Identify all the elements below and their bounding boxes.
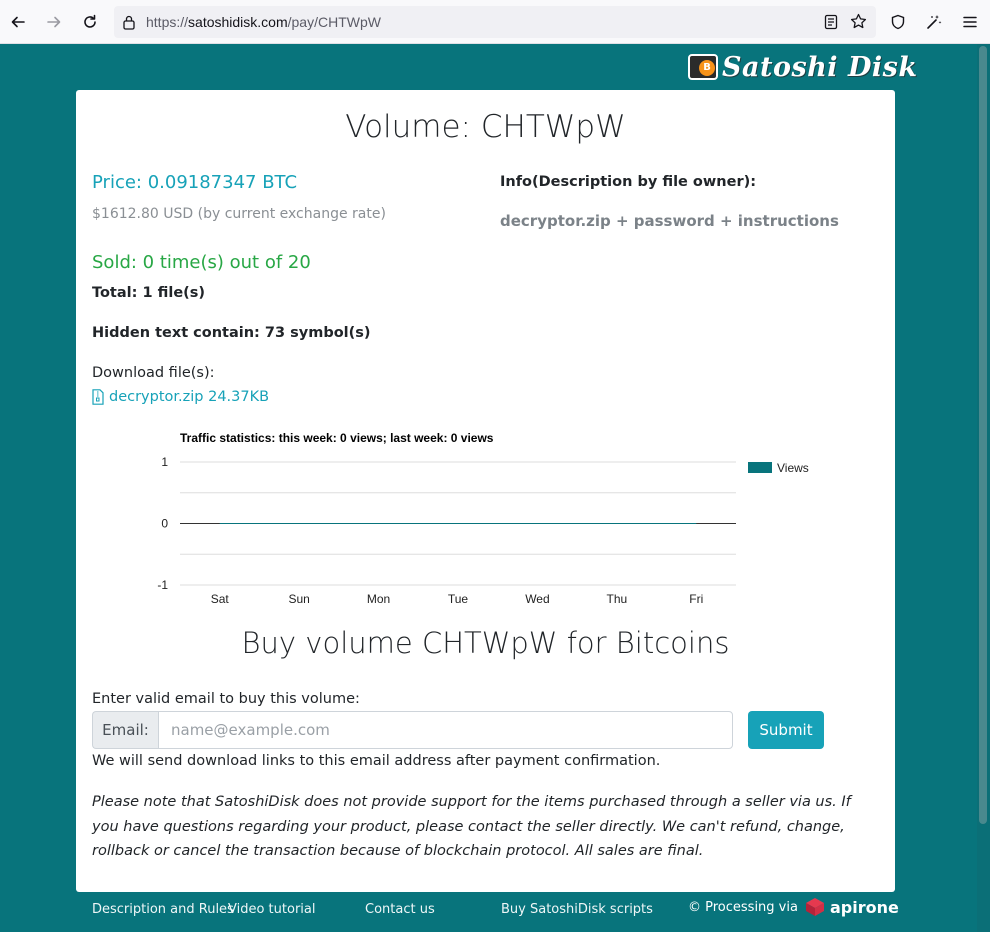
chart-x-ticks	[211, 592, 704, 606]
footer-video-tutorial-link[interactable]: Video tutorial	[228, 902, 316, 917]
lock-icon[interactable]	[122, 14, 136, 34]
bookmark-star-icon[interactable]	[850, 13, 867, 34]
bitcoin-coin-icon: B	[699, 60, 715, 76]
url-path: /pay/CHTWpW	[287, 14, 381, 30]
buy-title: Buy volume CHTWpW for Bitcoins	[241, 626, 730, 660]
chart-x-tick-label: Mon	[366, 592, 391, 606]
chart-x-tick-label: Thu	[606, 592, 628, 606]
hidden-text-count: Hidden text contain: 73 symbol(s)	[92, 325, 371, 341]
traffic-chart	[146, 430, 826, 610]
chart-y-tick-label: 0	[161, 516, 168, 531]
btc-price: Price: 0.09187347 BTC	[92, 172, 298, 193]
email-prefix-label: Email:	[92, 711, 158, 749]
chart-legend-swatch	[748, 462, 772, 473]
scrollbar-thumb[interactable]	[979, 46, 987, 824]
chart-x-tick-label: Wed	[525, 592, 550, 606]
address-bar[interactable]	[114, 6, 876, 38]
sold-count: Sold: 0 time(s) out of 20	[92, 252, 311, 273]
browser-toolbar	[0, 0, 990, 44]
reload-icon[interactable]	[78, 10, 102, 34]
download-label: Download file(s):	[92, 365, 215, 381]
chart-x-tick-label: Sat	[210, 592, 229, 606]
extensions-icon[interactable]	[922, 10, 946, 34]
info-description: decryptor.zip + password + instructions	[500, 212, 839, 230]
logo-disk-icon	[688, 54, 718, 80]
chart-x-tick-label: Tue	[447, 592, 469, 606]
chart-legend	[748, 461, 809, 475]
chart-y-tick-label: 1	[161, 455, 168, 469]
volume-card	[76, 90, 895, 892]
apirone-logo-icon	[804, 897, 826, 917]
url-text[interactable]	[146, 14, 381, 30]
footer-description-rules-link[interactable]: Description and Rules	[92, 902, 234, 917]
chart-x-tick-label: Sun	[288, 592, 310, 606]
page-title: Volume: CHTWpW	[345, 109, 626, 145]
forward-icon[interactable]	[42, 10, 66, 34]
email-label: Enter valid email to buy this volume:	[92, 691, 360, 707]
menu-icon[interactable]	[958, 10, 982, 34]
email-input[interactable]	[158, 711, 733, 749]
url-host: satoshidisk.com	[188, 14, 288, 30]
usd-price: $1612.80 USD (by current exchange rate)	[92, 206, 386, 222]
logo-text: Satoshi Disk	[722, 51, 918, 83]
processing-label: © Processing via	[688, 899, 798, 915]
email-note: We will send download links to this email address after payment confirmation.	[92, 753, 661, 769]
email-input-group	[92, 711, 733, 749]
footer-contact-link[interactable]: Contact us	[365, 902, 435, 917]
satoshidisk-logo[interactable]	[688, 50, 918, 84]
shield-icon[interactable]	[886, 10, 910, 34]
chart-x-tick-label: Fri	[689, 592, 704, 606]
back-icon[interactable]	[6, 10, 30, 34]
url-scheme: https://	[146, 14, 189, 30]
chart-legend-label: Views	[777, 461, 809, 475]
footer-scripts-link[interactable]: Buy SatoshiDisk scripts	[501, 902, 653, 917]
processing-via[interactable]	[688, 897, 899, 917]
chart-title: Traffic statistics: this week: 0 views; last week: 0 views	[180, 431, 494, 445]
info-label: Info(Description by file owner):	[500, 174, 757, 190]
apirone-logo-text: apirone	[829, 897, 899, 917]
reader-view-icon[interactable]	[824, 14, 838, 34]
total-files: Total: 1 file(s)	[92, 285, 206, 301]
zip-file-icon	[92, 389, 104, 405]
download-file-link[interactable]	[92, 389, 269, 405]
submit-button[interactable]: Submit	[748, 711, 824, 749]
chart-y-tick-label: -1	[157, 578, 168, 592]
disclaimer: Please note that SatoshiDisk does not provide support for the items purchased through a seller via us. If you have questions regarding your product, please contact the seller directly. We can't refund, change, rollback or cancel the transaction because of blockchain protocol. All sales are final.	[92, 794, 851, 859]
chart-y-ticks	[157, 455, 168, 592]
download-file-name: decryptor.zip 24.37KB	[109, 389, 270, 405]
